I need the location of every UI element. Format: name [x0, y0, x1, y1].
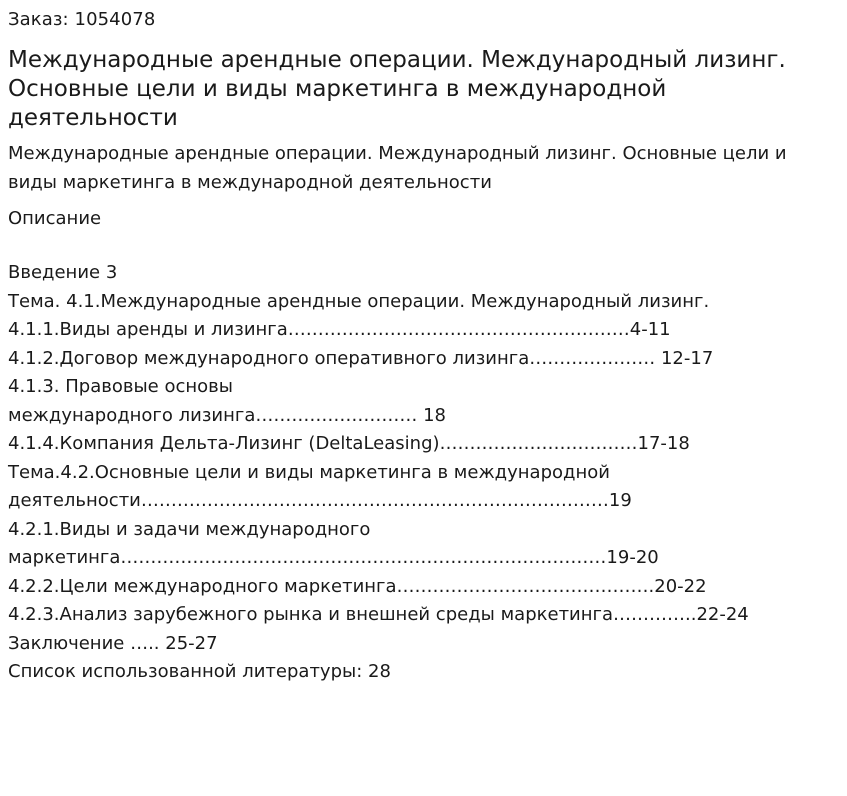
- description-heading: Описание: [8, 208, 102, 229]
- toc-item: маркетинга………………………………………………………………………19-20: [8, 547, 659, 568]
- toc-item: 4.1.4.Компания Дельта-Лизинг (DeltaLeasing)……………………………17-18: [8, 433, 690, 454]
- table-of-contents: [8, 259, 839, 687]
- toc-item: Введение 3: [8, 262, 118, 283]
- page-subtitle: Международные арендные операции. Международный лизинг. Основные цели и виды маркетинга в международной деятельности: [8, 143, 787, 193]
- toc-item: деятельности……………………………………………………………………19: [8, 490, 632, 511]
- page-title: Международные арендные операции. Международный лизинг. Основные цели и виды маркетинга в международной деятельности: [8, 47, 786, 131]
- toc-item: 4.2.2.Цели международного маркетинга…………………………………….20-22: [8, 575, 707, 597]
- toc-item: Список использованной литературы: 28: [8, 661, 391, 682]
- toc-item: Тема. 4.1.Международные арендные операции. Международный лизинг.: [8, 290, 710, 312]
- toc-item: Тема.4.2.Основные цели и виды маркетинга в международной: [8, 461, 610, 483]
- order-number: Заказ: 1054078: [8, 9, 156, 30]
- toc-item: 4.1.1.Виды аренды и лизинга…………………………………………………4-11: [8, 319, 671, 340]
- toc-item: 4.2.3.Анализ зарубежного рынка и внешней среды маркетинга…………..22-24: [8, 604, 749, 625]
- toc-item: Заключение ….. 25-27: [8, 632, 218, 654]
- toc-item: 4.2.1.Виды и задачи международного: [8, 518, 371, 540]
- toc-item: 4.1.2.Договор международного оперативного лизинга………………… 12-17: [8, 347, 714, 369]
- toc-item: 4.1.3. Правовые основы: [8, 376, 233, 397]
- toc-item: международного лизинга……………………… 18: [8, 404, 446, 426]
